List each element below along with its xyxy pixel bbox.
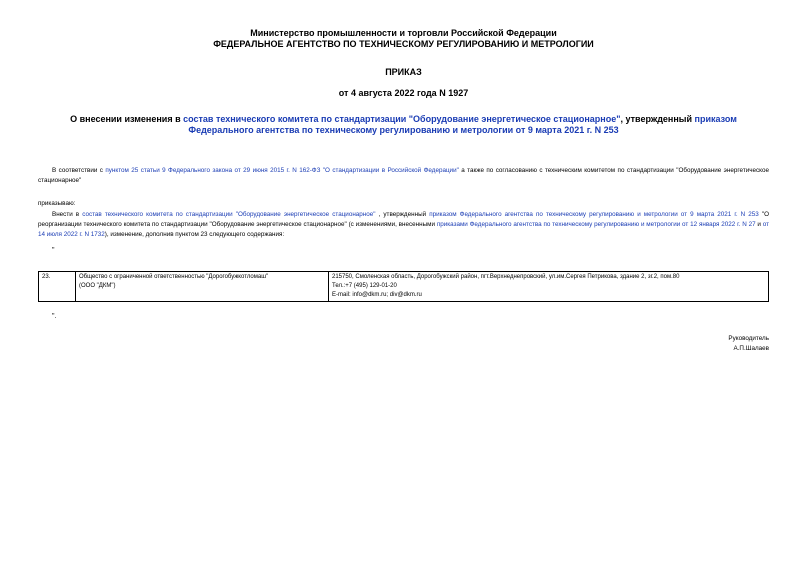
p3-link-order-july[interactable]: от 14 июля 2022 г. N 1732 bbox=[38, 221, 769, 238]
p1-text-1: В соответствии с bbox=[52, 167, 106, 174]
p3-link-committee[interactable]: состав технического комитета по стандартизации "Оборудование энергетическое стационарное" bbox=[82, 211, 376, 218]
title-link-committee[interactable]: состав технического комитета по стандартизации "Оборудование энергетическое стационарное" bbox=[183, 114, 621, 124]
address: 215750, Смоленская область, Дорогобужский район, пгт.Верхнеднепровский, ул.им.Сергея Петрикова, здание 2, зг.2, пом.80 bbox=[332, 274, 680, 280]
signature-role: Руководитель bbox=[728, 335, 769, 342]
p3-text-1: Внести в bbox=[52, 211, 83, 218]
address-cell bbox=[329, 272, 769, 302]
title-link-order[interactable]: приказом Федерального агентства по техническому регулированию и метрологии от 9 марта 2021 г. N 253 bbox=[188, 114, 737, 135]
document-date: от 4 августа 2022 года N 1927 bbox=[338, 88, 469, 98]
signature-name: А.П.Шалаев bbox=[733, 345, 769, 352]
p1-text-2: а также по согласованию с техническим комитетом по стандартизации "Оборудование энергетическое стационарное" bbox=[38, 167, 769, 184]
title-text-1: О внесении изменения в bbox=[70, 114, 184, 124]
quote-open: " bbox=[52, 247, 55, 254]
paragraph-basis bbox=[38, 166, 769, 186]
phone: Тел.:+7 (495) 129-01-20 bbox=[332, 283, 397, 289]
ministry-heading: Министерство промышленности и торговли Российской Федерации bbox=[250, 28, 557, 38]
organization-cell bbox=[76, 272, 329, 302]
committee-member-table bbox=[38, 271, 769, 302]
title-text-2: , утвержденный bbox=[620, 114, 695, 124]
p3-text-4: (с изменениями, внесенными bbox=[346, 221, 437, 228]
p3-text-3: "О реорганизации технического комитета по стандартизации "Оборудование энергетическое стационарное" bbox=[38, 211, 770, 228]
organization-name: Общество с ограниченной ответственностью "Дорогобужкотломаш" bbox=[79, 274, 269, 280]
document-title bbox=[38, 114, 769, 136]
document-type: ПРИКАЗ bbox=[385, 67, 422, 77]
paragraph-change bbox=[38, 210, 769, 240]
p3-text-5: и bbox=[755, 221, 763, 228]
paragraph-order-word: приказываю: bbox=[38, 200, 76, 207]
p3-text-2: , утвержденный bbox=[375, 211, 430, 218]
organization-short-name: (ООО "ДКМ") bbox=[79, 283, 116, 289]
quote-close: ". bbox=[52, 313, 57, 320]
table-row bbox=[39, 272, 769, 302]
p3-link-orders-2022[interactable]: приказами Федерального агентства по техническому регулированию и метрологии от 12 января 2022 г. N 27 bbox=[436, 221, 756, 228]
row-number: 23. bbox=[39, 272, 76, 302]
p1-link-law[interactable]: пунктом 25 статьи 9 Федерального закона от 29 июня 2015 г. N 162-ФЗ "О стандартизации в Российской Федерации" bbox=[105, 167, 459, 174]
agency-heading: ФЕДЕРАЛЬНОЕ АГЕНТСТВО ПО ТЕХНИЧЕСКОМУ РЕГУЛИРОВАНИЮ И МЕТРОЛОГИИ bbox=[213, 39, 594, 49]
p3-text-6: ), изменение, дополнив пунктом 23 следующего содержания: bbox=[104, 231, 285, 238]
email: E-mail: info@dkm.ru; div@dkm.ru bbox=[332, 292, 422, 298]
p3-link-order[interactable]: приказом Федерального агентства по техническому регулированию и метрологии от 9 марта 2021 г. N 253 bbox=[429, 211, 759, 218]
